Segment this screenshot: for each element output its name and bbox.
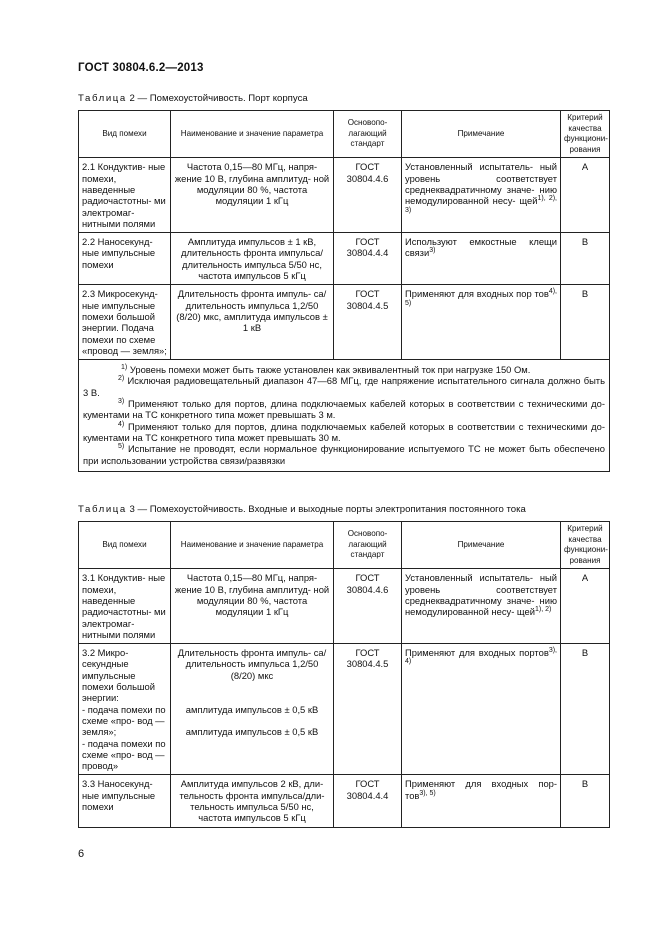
cell-std: ГОСТ 30804.4.4 (334, 233, 402, 285)
cell-std: ГОСТ 30804.4.5 (334, 285, 402, 360)
col-header-note: Примечание (402, 111, 561, 158)
param-variant-a: амплитуда импульсов ± 0,5 кВ (185, 704, 319, 716)
footnote (83, 398, 605, 421)
cell-param: Длительность фронта импуль- са/длительность импульса 1,2/50 (8/20) мкс, амплитуда импульсов ± 1 кВ (171, 285, 334, 360)
cell-param: Частота 0,15—80 МГц, напря- жение 10 В, глубина амплитуд- ной модуляции 80 %, частота модуляции 1 кГц (171, 569, 334, 644)
table-row (79, 158, 610, 233)
col-header-std: Основопо- лагающий стандарт (334, 522, 402, 569)
note-text: Установленный испытатель- ный уровень соответствует среднеквадратичному значе- нию немодулированной несу- щей (405, 572, 557, 618)
table-row (79, 644, 610, 775)
table2-caption-label: Таблица (78, 93, 127, 104)
table-row (79, 569, 610, 644)
cell-type: 2.3 Микросекунд- ные импульсные помехи большой энергии. Подача помехи по схеме «провод — земля»; (79, 285, 171, 360)
note-text: Применяют для входных пор- тов (405, 778, 557, 801)
table-row (79, 285, 610, 360)
footnote-mark: 3) (118, 397, 125, 405)
cell-param: Амплитуда импульсов 2 кВ, дли- тельность фронта импульса/дли- тельность импульса 5/50 нс, частота импульсов 5 кГц (171, 775, 334, 827)
note-sup: 3), 4) (405, 647, 557, 666)
table2-caption (78, 93, 308, 104)
footnote (83, 443, 605, 466)
document-header: ГОСТ 30804.6.2—2013 (78, 62, 204, 74)
cell-std: ГОСТ 30804.4.6 (334, 158, 402, 233)
table3-caption (78, 504, 526, 515)
cell-crit: В (561, 285, 610, 360)
cell-note (402, 644, 561, 775)
table-row (79, 233, 610, 285)
footnote-text: Применяют только для портов, длина подключаемых кабелей которых в соответствии с техническими до- кументами на ТС конкретного типа может превышать 3 м. (83, 398, 605, 421)
table2 (78, 110, 610, 472)
col-header-param: Наименование и значение параметра (171, 522, 334, 569)
note-sup: 3), 5) (419, 789, 436, 797)
cell-std: ГОСТ 30804.4.5 (334, 644, 402, 775)
note-text: Применяют для входных пор тов (405, 288, 549, 300)
page-number: 6 (78, 848, 85, 860)
cell-std: ГОСТ 30804.4.4 (334, 775, 402, 827)
footnote-mark: 4) (118, 420, 125, 428)
note-sup: 4), 5) (405, 288, 557, 307)
footnote-text: Исключая радиовещательный диапазон 47—68 МГц, где напряжение испытательного сигнала должно быть 3 В. (83, 375, 605, 398)
table2-caption-title: 2 — Помехоустойчивость. Порт корпуса (126, 93, 308, 104)
table2-footnotes (79, 360, 610, 472)
cell-crit: В (561, 775, 610, 827)
cell-std: ГОСТ 30804.4.6 (334, 569, 402, 644)
col-header-type: Вид помехи (79, 522, 171, 569)
type-intro: 3.2 Микро- секундные импульсные помехи большой энергии: (82, 647, 155, 704)
footnote-mark: 5) (118, 443, 125, 451)
table-row (79, 775, 610, 827)
param-intro: Длительность фронта импуль- са/длительность импульса 1,2/50 (8/20) мкс (177, 647, 327, 681)
param-variant-b: амплитуда импульсов ± 0,5 кВ (185, 726, 319, 738)
footnote-text: Применяют только для портов, длина подключаемых кабелей которых в соответствии с техническими до- кументами на ТС конкретного типа может превышать 30 м. (83, 420, 605, 443)
footnote-mark: 2) (118, 375, 125, 383)
col-header-param: Наименование и значение параметра (171, 111, 334, 158)
cell-crit: В (561, 644, 610, 775)
cell-note (402, 233, 561, 285)
cell-type: 3.1 Кондуктив- ные помехи, наведенные радиочастотны- ми электромаг- нитными полями (79, 569, 171, 644)
cell-note (402, 158, 561, 233)
cell-crit: А (561, 158, 610, 233)
cell-param: Частота 0,15—80 МГц, напря- жение 10 В, глубина амплитуд- ной модуляции 80 %, частота модуляции 1 кГц (171, 158, 334, 233)
footnote (83, 375, 605, 398)
table2-header-row (79, 111, 610, 158)
cell-type (79, 644, 171, 775)
note-text: Применяют для входных портов (405, 647, 549, 659)
note-sup: 3) (429, 247, 436, 255)
cell-note (402, 775, 561, 827)
note-sup: 1), 2), 3) (405, 195, 557, 214)
cell-type: 2.2 Наносекунд- ные импульсные помехи (79, 233, 171, 285)
param-spacer (174, 715, 330, 726)
cell-param: Амплитуда импульсов ± 1 кВ, длительность фронта импульса/ длительность импульса 5/50 нс, частота импульсов 5 кГц (171, 233, 334, 285)
note-text: Используют емкостные клещи связи (405, 236, 557, 259)
footnote (83, 364, 605, 375)
footnote (83, 421, 605, 444)
type-variant-a: - подача помехи по схеме «про- вод — земля»; (82, 703, 166, 738)
footnote-text: Испытание не проводят, если нормальное функционирование испытуемого ТС не может быть обеспечено при использовании устройства связи/развязки (83, 443, 605, 466)
cell-type: 3.3 Наносекунд- ные импульсные помехи (79, 775, 171, 827)
table3-header-row (79, 522, 610, 569)
table2-footnotes-row (79, 360, 610, 472)
cell-param (171, 644, 334, 775)
col-header-note: Примечание (402, 522, 561, 569)
footnote-mark: 1) (121, 364, 128, 371)
col-header-std: Основопо- лагающий стандарт (334, 111, 402, 158)
param-spacer (174, 681, 330, 704)
note-text: Установленный испытатель- ный уровень соответствует среднеквадратичному значе- нию немодулированной несу- щей (405, 161, 557, 207)
cell-note (402, 285, 561, 360)
footnote-text: Уровень помехи может быть также установлен как эквивалентный ток при нагрузке 150 Ом. (127, 364, 531, 376)
cell-crit: В (561, 233, 610, 285)
col-header-crit: Критерий качества функциони- рования (561, 111, 610, 158)
note-sup: 1), 2) (534, 606, 552, 614)
table3-caption-title: 3 — Помехоустойчивость. Входные и выходные порты электропитания постоянного тока (126, 504, 526, 515)
cell-note (402, 569, 561, 644)
col-header-type: Вид помехи (79, 111, 171, 158)
cell-crit: А (561, 569, 610, 644)
type-variant-b: - подача помехи по схеме «про- вод — провод» (82, 737, 166, 772)
table3-caption-label: Таблица (78, 504, 127, 515)
table3 (78, 521, 610, 828)
cell-type: 2.1 Кондуктив- ные помехи, наведенные радиочастотны- ми электромаг- нитными полями (79, 158, 171, 233)
col-header-crit: Критерий качества функциони- рования (561, 522, 610, 569)
